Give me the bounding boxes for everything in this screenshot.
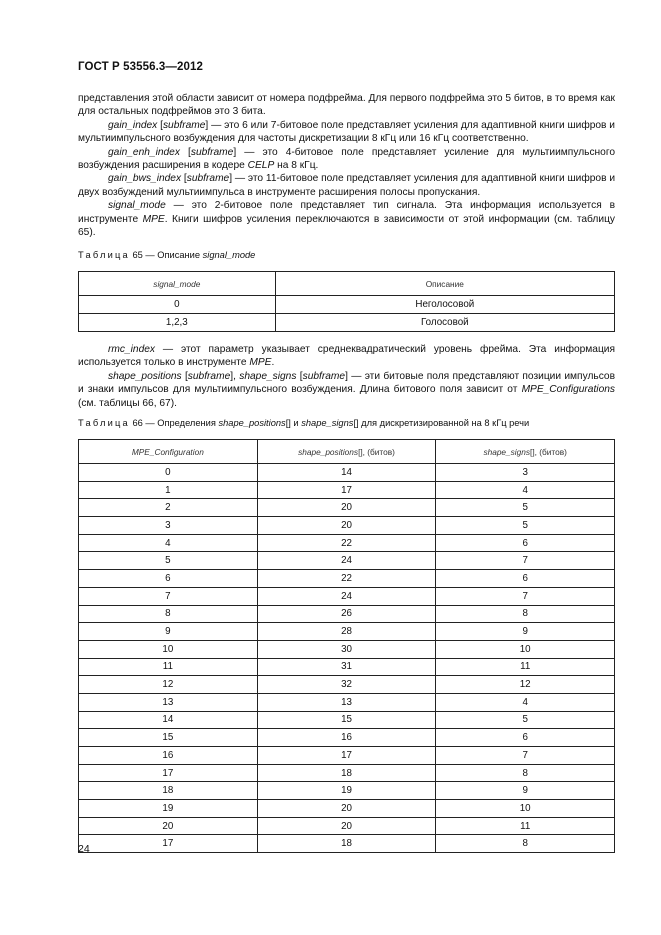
table-cell: 13 [79,693,258,711]
table-cell: 20 [257,499,436,517]
table-header-row [79,272,615,296]
table-header-row [79,440,615,464]
table-cell: 12 [79,676,258,694]
table-cell: 18 [79,782,258,800]
table-cell: 18 [257,764,436,782]
column-header-description: Описание [275,272,614,296]
table-cell: 22 [257,534,436,552]
document-header: ГОСТ Р 53556.3—2012 [78,61,203,73]
table-cell: 11 [436,658,615,676]
table-row [79,693,615,711]
table-cell: 15 [257,711,436,729]
table-cell: 8 [436,835,615,853]
table-row [79,623,615,641]
table-cell: 6 [436,570,615,588]
table-cell: 12 [436,676,615,694]
table-cell: 32 [257,676,436,694]
table-row [79,747,615,765]
paragraph-continuation: представления этой области зависит от номера подфрейма. Для первого подфрейма это 5 битов, в то время как для остальных подфреймов это 3 бита. [78,93,615,118]
table-cell: 17 [79,835,258,853]
page-number: 24 [78,843,90,855]
column-header-shape-positions: shape_positions[], (битов) [257,440,436,464]
table-row [79,711,615,729]
table-cell: 17 [257,747,436,765]
table-row [79,800,615,818]
table-row [79,729,615,747]
table-cell: 4 [79,534,258,552]
table-cell: 10 [436,640,615,658]
table-66-body [79,464,615,853]
table-row [79,640,615,658]
table-row [79,570,615,588]
table-cell: 8 [436,605,615,623]
table-cell: Голосовой [275,314,614,332]
table-cell: 14 [257,464,436,482]
table-cell: 17 [257,481,436,499]
table-cell: 20 [257,517,436,535]
table-cell: 18 [257,835,436,853]
table-cell: 5 [79,552,258,570]
table-cell: 16 [257,729,436,747]
table-cell: 19 [257,782,436,800]
table-cell: 28 [257,623,436,641]
table-66-caption: Таблица 66 — Определения shape_positions[] и shape_signs[] для дискретизированной на 8 кГц речи [78,418,530,428]
table-cell: 9 [79,623,258,641]
table-cell: 26 [257,605,436,623]
table-row [79,481,615,499]
table-cell: 24 [257,587,436,605]
paragraph-rmc-index: rmc_index — этот параметр указывает среднеквадратический уровень фрейма. Эта информация используется только в инструменте MPE. [78,344,615,369]
table-cell: 1 [79,481,258,499]
table-cell: 5 [436,517,615,535]
paragraph-shape-positions: shape_positions [subframe], shape_signs [subframe] — эти битовые поля представляют позиции импульсов и знаки импульсов для мультиимпульсного возбуждения. Длина битового поля зависит от MPE_Configurations (см. таблицы 66, 67). [78,370,615,409]
column-header-signal-mode: signal_mode [79,272,276,296]
table-cell: 1,2,3 [79,314,276,332]
table-cell: 10 [436,800,615,818]
paragraph-gain-index: gain_index [subframe] — это 6 или 7-битовое поле представляет усиления для адаптивной книги шифров и мультиимпульсного возбуждения для частоты дискретизации 8 кГц или 16 кГц соответственно. [78,119,615,145]
table-cell: 7 [79,587,258,605]
table-cell: 6 [79,570,258,588]
table-cell: 4 [436,481,615,499]
paragraph-signal-mode: signal_mode — это 2-битовое поле представляет тип сигнала. Эта информация используется в инструменте MPE. Книги шифров усиления переключаются в зависимости от этой информации (см. таблицу 65). [78,200,615,239]
table-65 [78,271,615,332]
paragraph-gain-enh-index: gain_enh_index [subframe] — это 4-битовое поле представляет усиление для мультиимпульсного возбуждения расширения в кодере CELP на 8 кГц. [78,146,615,172]
table-row [79,587,615,605]
table-row [79,499,615,517]
table-cell: 9 [436,623,615,641]
table-row [79,764,615,782]
table-cell: 4 [436,693,615,711]
table-cell: 13 [257,693,436,711]
table-row [79,517,615,535]
paragraph-block-2 [78,343,615,410]
table-66 [78,439,615,853]
table-row [79,552,615,570]
table-cell: 5 [436,711,615,729]
table-cell: 3 [79,517,258,535]
table-cell: 0 [79,296,276,314]
table-cell: 20 [257,800,436,818]
table-cell: 20 [79,817,258,835]
table-row [79,782,615,800]
table-cell: 22 [257,570,436,588]
table-cell: 2 [79,499,258,517]
table-cell: 6 [436,729,615,747]
table-cell: 31 [257,658,436,676]
table-cell: 7 [436,747,615,765]
table-cell: 15 [79,729,258,747]
table-row [79,314,615,332]
table-row [79,605,615,623]
table-cell: 11 [436,817,615,835]
table-cell: 16 [79,747,258,765]
column-header-mpe-configuration: MPE_Configuration [79,440,258,464]
table-cell: 7 [436,552,615,570]
table-cell: 10 [79,640,258,658]
table-cell: 5 [436,499,615,517]
table-cell: 6 [436,534,615,552]
table-row [79,676,615,694]
paragraph-gain-bws-index: gain_bws_index [subframe] — это 11-битовое поле представляет усиления для адаптивной книги шифров и двух возбуждений мультиимпульса в инструменте расширения полосы пропускания. [78,173,616,198]
table-cell: 9 [436,782,615,800]
table-cell: 30 [257,640,436,658]
column-header-shape-signs: shape_signs[], (битов) [436,440,615,464]
table-cell: 0 [79,464,258,482]
table-row [79,817,615,835]
table-cell: 17 [79,764,258,782]
table-row [79,296,615,314]
table-cell: 24 [257,552,436,570]
table-cell: 8 [436,764,615,782]
table-cell: 3 [436,464,615,482]
table-cell: 20 [257,817,436,835]
table-cell: 8 [79,605,258,623]
table-cell: 11 [79,658,258,676]
paragraph-block-1 [78,92,615,239]
table-row [79,534,615,552]
table-cell: 19 [79,800,258,818]
table-cell: Неголосовой [275,296,614,314]
table-cell: 7 [436,587,615,605]
table-row [79,464,615,482]
table-cell: 14 [79,711,258,729]
table-row [79,658,615,676]
table-row [79,835,615,853]
table-65-caption: Таблица 65 — Описание signal_mode [78,250,256,260]
